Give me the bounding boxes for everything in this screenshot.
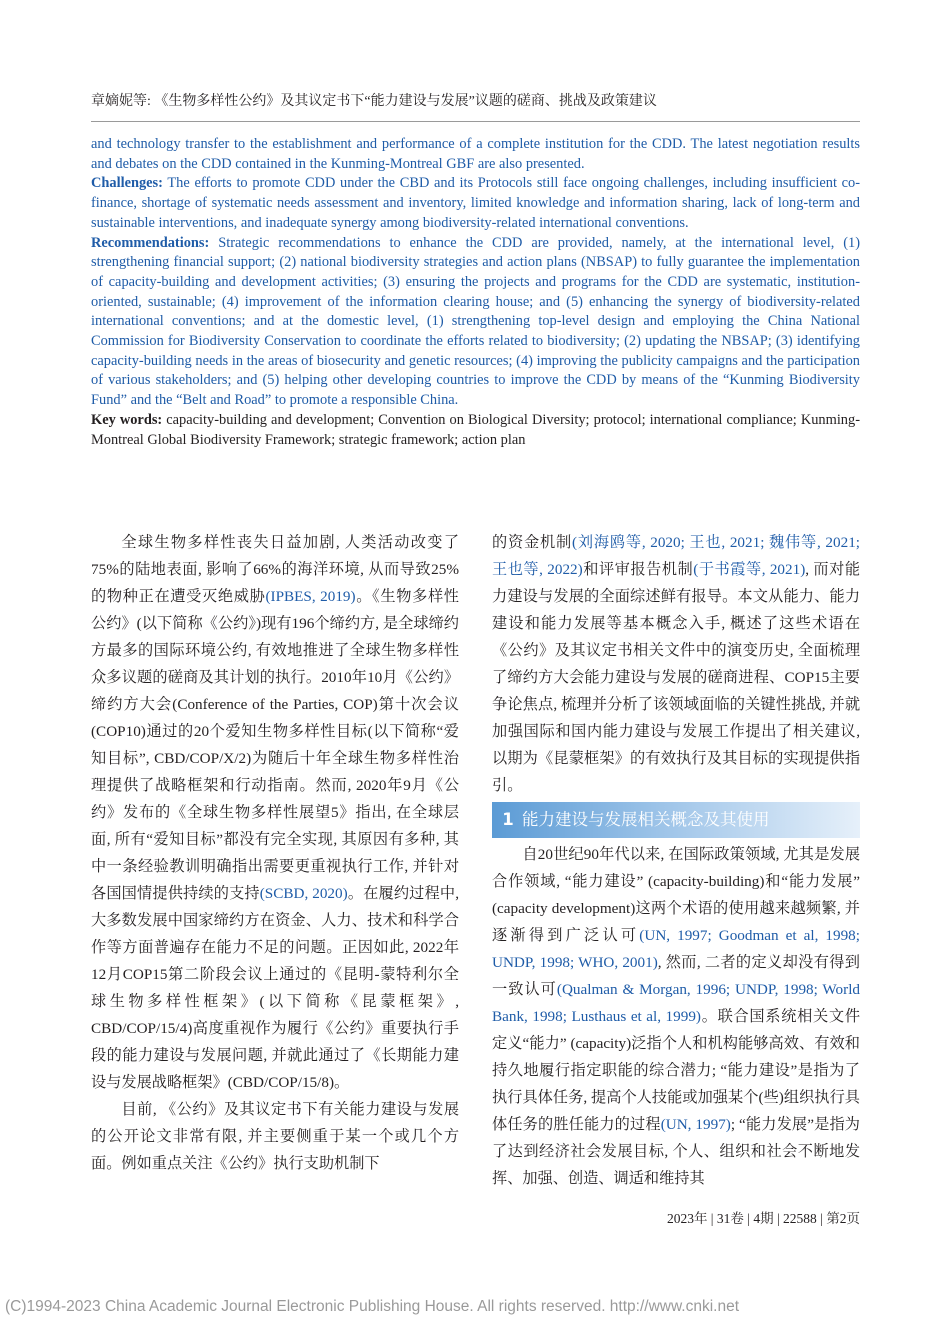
abstract-continuation: and technology transfer to the establishment and performance of a complete institution for the CDD. The latest negotiation results and debates on the CDD contained in the Kunming-Montreal GBF are also presented. <box>91 136 860 172</box>
citation-link[interactable]: (SCBD, 2020) <box>259 885 348 902</box>
citation-link[interactable]: (于书霞等, 2021) <box>693 561 806 578</box>
body-text: ; “能力发展”是指为了达到经济社会发展目标, 个人、组织和社会不断地发挥、加强、创造、调适和维持其 <box>492 1116 860 1187</box>
section-title: 能力建设与发展相关概念及其使用 <box>522 810 770 829</box>
header-divider <box>91 121 860 122</box>
body-text: , 然而, 二者的定义却没有得到一致认可 <box>492 954 860 998</box>
section-heading <box>492 802 860 838</box>
body-text: 。联合国系统相关文件定义“能力” (capacity)泛指个人和机构能够高效、有效和持久地履行指定职能的综合潜力; “能力建设”是指为了执行具体任务, 提高个人技能或加强某个(些)组织执行具体任务的胜任能力的过程 <box>492 1008 861 1133</box>
abstract-challenges <box>91 174 860 233</box>
body-paragraph <box>492 841 860 1192</box>
body-text: 全球生物多样性丧失日益加剧, 人类活动改变了75%的陆地表面, 影响了66%的海洋环境, 从而导致25%的物种正在遭受灭绝威胁 <box>91 534 459 605</box>
challenges-label: Challenges: <box>91 175 163 192</box>
body-text: 。在履约过程中, 大多数发展中国家缔约方在资金、人力、技术和科学合作等方面普遍存在能力不足的问题。正因如此, 2022年12月COP15第二阶段会议上通过的《昆明-蒙特利尔全球生物多样性框架》(以下简称《昆蒙框架》, CBD/COP/15/4)高度重视作为履行《公约》重要执行手段的能力建设与发展问题, 并就此通过了《长期能力建设与发展战略框架》(CBD/COP/15/8)。 <box>91 885 460 1091</box>
recommendations-label: Recommendations: <box>91 234 210 251</box>
body-paragraph <box>91 529 459 1096</box>
recommendations-text: Strategic recommendations to enhance the CDD are provided, namely, at the international level, (1) strengthening financial support; (2) national biodiversity strategies and action plans (NBSAP) to fully guarantee the implementation of capacity-building and development activities; (3) ensuring the projects and programs for the CDD are systematic, institution-oriented, sustainable; (4) improvement of the information clearing house; and (5) enhancing the synergy of biodiversity-related international conventions; and at the domestic level, (1) strengthening top-level design and employing the China National Commission for Biodiversity Conservation to coordinate the efforts related to biodiversity; (2) updating the NBSAP; (3) identifying capacity-building needs in the areas of biosecurity and genetic resources; (4) improving the publicity campaigns and the participation of various stakeholders; and (5) helping other developing countries to improve the CDD by means of the “Kunming Biodiversity Fund” and the “Belt and Road” to promote a responsible China. <box>91 234 860 409</box>
body-text: 自20世纪90年代以来, 在国际政策领域, 尤其是发展合作领域, “能力建设” (capacity-building)和“能力发展” (capacity development)这两个术语的使用越来越频繁, 并逐渐得到广泛认可 <box>492 846 860 944</box>
keywords-label: Key words: <box>91 411 163 428</box>
body-paragraph: 目前, 《公约》及其议定书下有关能力建设与发展的公开论文非常有限, 并主要侧重于某一个或几个方面。例如重点关注《公约》执行支助机制下 <box>91 1101 459 1172</box>
citation-link[interactable]: (刘海鸥等, 2020; 王也, 2021; 魏伟等, 2021; 王也等, 2022) <box>492 534 861 578</box>
keywords-text: capacity-building and development; Convention on Biological Diversity; protocol; international compliance; Kunming-Montreal Global Biodiversity Framework; strategic framework; action plan <box>91 411 860 448</box>
citation-link[interactable]: (UN, 1997) <box>660 1116 731 1133</box>
running-header: 章嫡妮等: 《生物多样性公约》及其议定书下“能力建设与发展”议题的磋商、挑战及政策建议 <box>91 94 657 109</box>
citation-link[interactable]: (Qualman & Morgan, 1996; UNDP, 1998; World Bank, 1998; Lusthaus et al, 1999) <box>492 981 861 1025</box>
body-text: 和评审报告机制 <box>582 561 694 578</box>
section-number: 1 <box>502 810 514 829</box>
body-text: 。《生物多样性公约》(以下简称《公约》)现有196个缔约方, 是全球缔约方最多的国际环境公约, 有效地推进了全球生物多样性众多议题的磋商及其计划的执行。2010年10月《公约》缔约方大会(Conference of the Parties, COP)第十次会议(COP10)通过的20个爱知生物多样性目标(以下简称“爱知目标”, CBD/COP/X/2)为随后十年全球生物多样性治理提供了战略框架和行动指南。然而, 2020年9月《公约》发布的《全球生物多样性展望5》指出, 在全球层面, 所有“爱知目标”都没有完全实现, 其原因有多种, 其中一条经验教训明确指出需要更重视执行工作, 并针对各国国情提供持续的支持 <box>91 588 459 902</box>
right-column <box>492 529 860 1192</box>
body-paragraph <box>492 529 860 799</box>
copyright-watermark: (C)1994-2023 China Academic Journal Electronic Publishing House. All rights reserved. http://www.cnki.net <box>5 1298 740 1315</box>
citation-link[interactable]: (IPBES, 2019) <box>265 588 356 605</box>
challenges-text: The efforts to promote CDD under the CBD and its Protocols still face ongoing challenges, including insufficient co-finance, shortage of systematic needs assessment and inventory, limited knowledge and information sharing, lack of long-term and sustainable interventions, and inadequate synergy among biodiversity-related international conventions. <box>91 175 860 231</box>
left-column <box>91 529 459 1177</box>
citation-link[interactable]: (UN, 1997; Goodman et al, 1998; UNDP, 1998; WHO, 2001) <box>492 927 860 971</box>
english-abstract <box>91 135 860 450</box>
abstract-keywords <box>91 411 860 450</box>
body-text: 的资金机制 <box>492 534 572 551</box>
body-text: , 而对能力建设与发展的全面综述鲜有报导。本文从能力、能力建设和能力发展等基本概念入手, 概述了这些术语在《公约》及其议定书相关文件中的演变历史, 全面梳理了缔约方大会能力建设与发展的磋商进程、COP15主要争论焦点, 梳理并分析了该领域面临的关键性挑战, 并就加强国际和国内能力建设与发展工作提出了相关建议, 以期为《昆蒙框架》的有效执行及其目标的实现提供指引。 <box>492 561 861 794</box>
abstract-recommendations <box>91 234 860 411</box>
page-footer: 2023年 | 31卷 | 4期 | 22588 | 第2页 <box>666 1211 860 1226</box>
